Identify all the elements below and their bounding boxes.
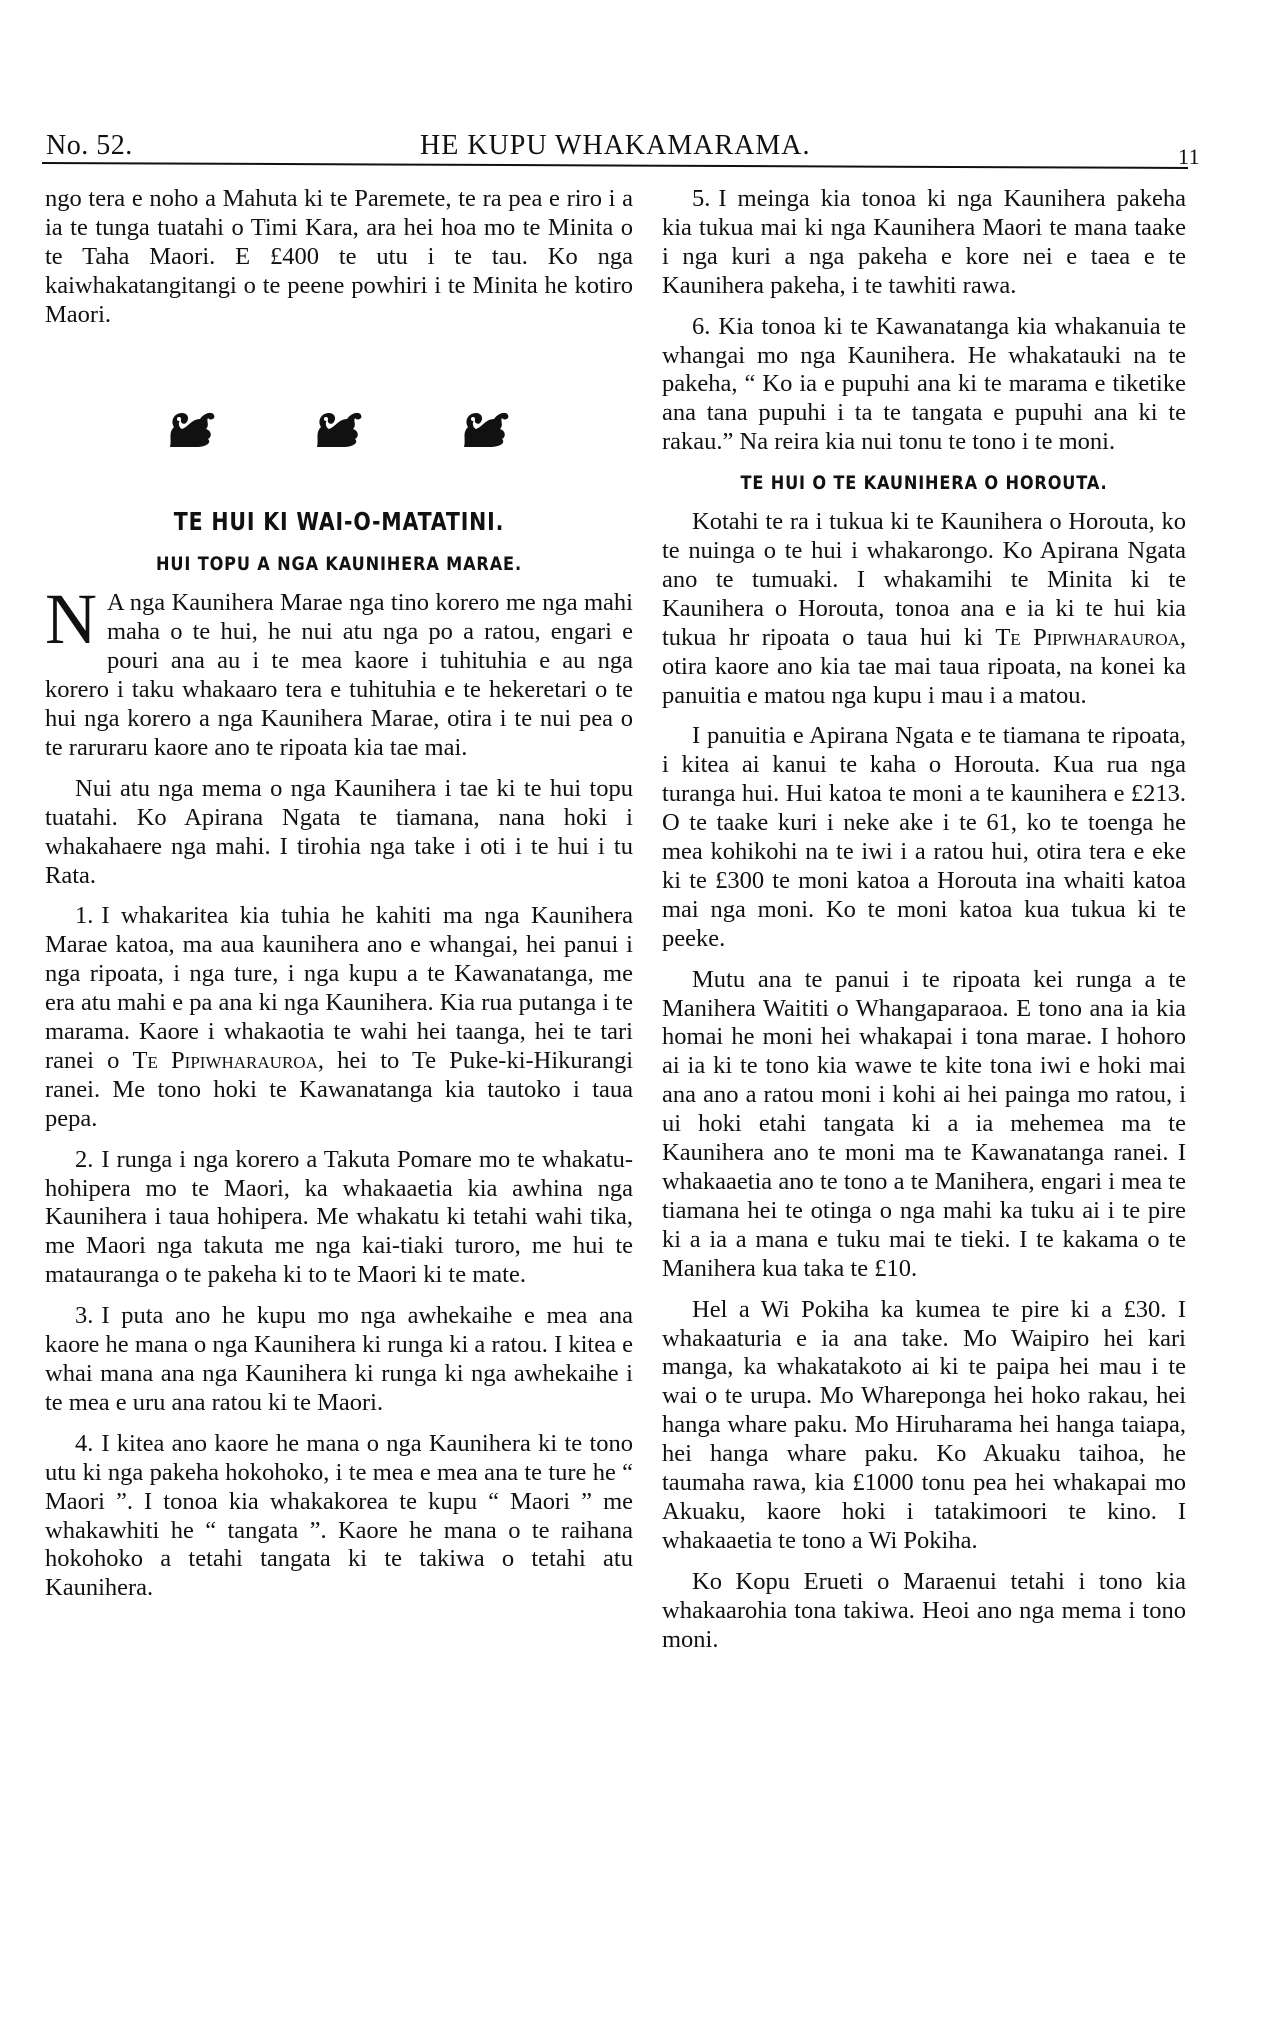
intro-paragraph: ngo tera e noho a Mahuta ki te Paremete, te ra pea e riro i a ia te tunga tuatahi o Timi Kara, ara hei hoa mo te Minita o te Taha Maori. E £400 te utu i te tau. Ko nga kaiwhakatangitangi o te peene powhiri i te Minita he kotiro Maori. — [45, 185, 633, 328]
ornament-row — [45, 370, 633, 490]
left-column — [45, 185, 633, 1615]
list-item — [662, 313, 1186, 458]
item-number: 6. — [692, 312, 711, 340]
section-title-wai-o-matatini: TE HUI KI WAI-O-MATATINI. — [173, 506, 505, 536]
paragraph-report: I panuitia e Apirana Ngata e te tiamana te ripoata, i kitea ai kanui te kaha o Horouta. Kua rua nga turanga hui. Hui katoa te moni a te kaunihera e £213. O te taake kuri i neke ake i te 61, ko te toenga he mea kohikohi na te iwi i a ratou hui, otira tera e eke ki te £300 te moni katoa a Horouta ina whaiti katoa mai nga moni. Ko te moni katoa kua tukua ki te peeke. — [662, 722, 1186, 952]
dropcap-paragraph — [45, 579, 633, 762]
list-item — [45, 902, 633, 1133]
item-number: 1. — [75, 902, 94, 930]
item-text: I kitea ano kaore he mana o nga Kaunihera ki te tono utu ki nga pakeha hokohoko, i te mea e mea ana te ture he “ Maori ”. I tonoa kia whakakorea te kupu “ Maori ” me whakawhiti he “ tangata ”. Kaore he mana o te raihana hokohoko a tetahi tangata ki te takiwa o tetahi atu Kaunihera. — [45, 1429, 633, 1602]
fleuron-icon — [166, 409, 218, 451]
item-number: 2. — [75, 1145, 94, 1173]
list-item — [45, 1302, 633, 1418]
item-number: 5. — [692, 185, 711, 212]
paragraph-wi-pokiha: Hel a Wi Pokiha ka kumea te pire ki a £30. I whakaaturia e ia ana take. Mo Waipiro hei kari manga, ka whakatakoto ai ki te paipa hei mau i te wai o te urupa. Mo Whareponga hei hoko rakau, hei hanga whare paku. Mo Hiruharama hei hanga taiapa, hei hanga whare paku. Ko Akuaku taihoa, he taumaha rawa, kia £1000 tonu pea hei whakapai mo Akuaku, kaore hoki i tatakimoori te kino. I whakaaetia te tono a Wi Pokiha. — [662, 1295, 1186, 1554]
publication-name: Te Pipiwharauroa — [995, 623, 1180, 651]
item-text: I whakaritea kia tuhia he kahiti ma nga Kaunihera Marae katoa, ma aua kaunihera ano e whangai, hei panui i nga ripoata, i nga ture, i nga kupu a te Kawanatanga, me era atu mahi e pa ana ki nga Kaunihera. Kia rua putanga i te marama. Kaore i whakaotia te wahi hei taanga, hei te tari ranei o — [45, 902, 633, 1074]
paragraph-text: Kotahi te ra i tukua ki te Kaunihera o Horouta, ko te nuinga o te hui i whakarongo. Ko Apirana Ngata ano te tumuaki. I whakamihi te Minita ki te Kaunihera o Horouta, tonoa ana e ia ki te hui kia tukua hr ripoata o taua hui ki — [662, 508, 1186, 651]
paragraph-horouta-intro — [662, 508, 1186, 710]
section-title-horouta: TE HUI O TE KAUNIHERA O HOROUTA. — [740, 472, 1108, 495]
section-subtitle-hui-topu: HUI TOPU A NGA KAUNIHERA MARAE. — [156, 553, 522, 576]
item-number: 3. — [75, 1302, 94, 1330]
right-column — [662, 185, 1186, 1667]
header-rule — [42, 162, 1188, 169]
fleuron-icon — [313, 409, 365, 451]
item-text: I puta ano he kupu mo nga awhekaihe e mea ana kaore he mana o nga Kaunihera ki runga ki a ratou. I kitea e whai mana ana nga Kaunihera ki runga ki nga awhekaihe i te mea e uru ana ratou ki te Maori. — [45, 1302, 633, 1416]
list-item — [45, 1146, 633, 1291]
list-item — [45, 1430, 633, 1603]
list-item — [662, 185, 1186, 301]
paragraph-kopu-erueti: Ko Kopu Erueti o Maraenui tetahi i tono kia whakaarohia tona takiwa. Heoi ano nga mema i tono moni. — [662, 1567, 1186, 1653]
paragraph-manihera: Mutu ana te panui i te ripoata kei runga a te Manihera Waititi o Whangaparaoa. E tono ana ia kia homai he moni hei whakapai i tona marae. I hohoro ai ia ki te tono kia wawe te kite tona iwi e hoki mai ana ano a ratou moni i kohi ai hei painga mo ratou, i ui hoki etahi tangata ki a ia mehemea ma te Kaunihera ano te moni ma te Kawanatanga ranei. I whakaaetia ano te tono a te Manihera, engari i mea te tiamana hei te otinga o nga mahi ka tuku ai i te pire ki a ia a mana e tuku mai te tieki. I te kakama o te Manihera kua taka te £10. — [662, 965, 1186, 1282]
item-text: I runga i nga korero a Takuta Pomare mo te whakatu-hohipera mo te Maori, ka whakaaetia kia awhina nga Kaunihera i taua hohipera. Me whakatu ki tetahi wahi tika, me Maori nga takuta me nga kai-tiaki turoro, me hui te matauranga o te pakeha ki to te Maori ki te mate. — [45, 1145, 633, 1289]
dropcap-paragraph-text: A nga Kaunihera Marae nga tino korero me nga mahi maha o te hui, he nui atu nga po a ratou, engari e pouri ana au i te mea kaore i tuhituhia e au nga korero i taku whakaaro tera e tuhituhia e te hekeretari o te hui nga korero a nga Kaunihera Marae, otira i te nui pea o te raruraru kaore ano te ripoata kia tae mai. — [45, 589, 633, 761]
item-text-continued: , hei to Te Puke-ki-Hikurangi ranei. Me tono hoki te Kawanatanga kia tautoko i taua pepa. — [45, 1046, 634, 1132]
paragraph-text-continued: , otira kaore ano kia tae mai taua ripoata, na konei ka panuitia e matou nga kupu i mau i a matou. — [662, 623, 1187, 709]
drop-cap: N — [45, 579, 97, 660]
publication-name: Te Pipiwharauroa — [132, 1046, 318, 1074]
page-number: 11 — [1178, 144, 1201, 169]
item-text: Kia tonoa ki te Kawanatanga kia whakanuia te whangai mo nga Kaunihera. He whakatauki na te pakeha, “ Ko ia e pupuhi ana ki te marama e tiketike ana tana pupuhi i ta te tangata e pupuhi ana ki te rakau.” Na reira kia nui tonu te tono i te moni. — [662, 312, 1186, 456]
paragraph-members: Nui atu nga mema o nga Kaunihera i tae ki te hui topu tuatahi. Ko Apirana Ngata te tiamana, nana hoki i whakahaere nga mahi. I tirohia nga take i oti i te hui i tu Rata. — [45, 774, 633, 889]
running-head — [40, 118, 1201, 169]
fleuron-icon — [460, 409, 512, 451]
issue-number: No. 52. — [46, 130, 133, 161]
running-title: HE KUPU WHAKAMARAMA. — [420, 130, 811, 161]
item-number: 4. — [75, 1429, 94, 1457]
item-text: I meinga kia tonoa ki nga Kaunihera pakeha kia tukua mai ki nga Kaunihera Maori te mana taake i nga kuri a nga pakeha e kore nei e taea e te Kaunihera pakeha, i te tawhiti rawa. — [662, 185, 1186, 299]
